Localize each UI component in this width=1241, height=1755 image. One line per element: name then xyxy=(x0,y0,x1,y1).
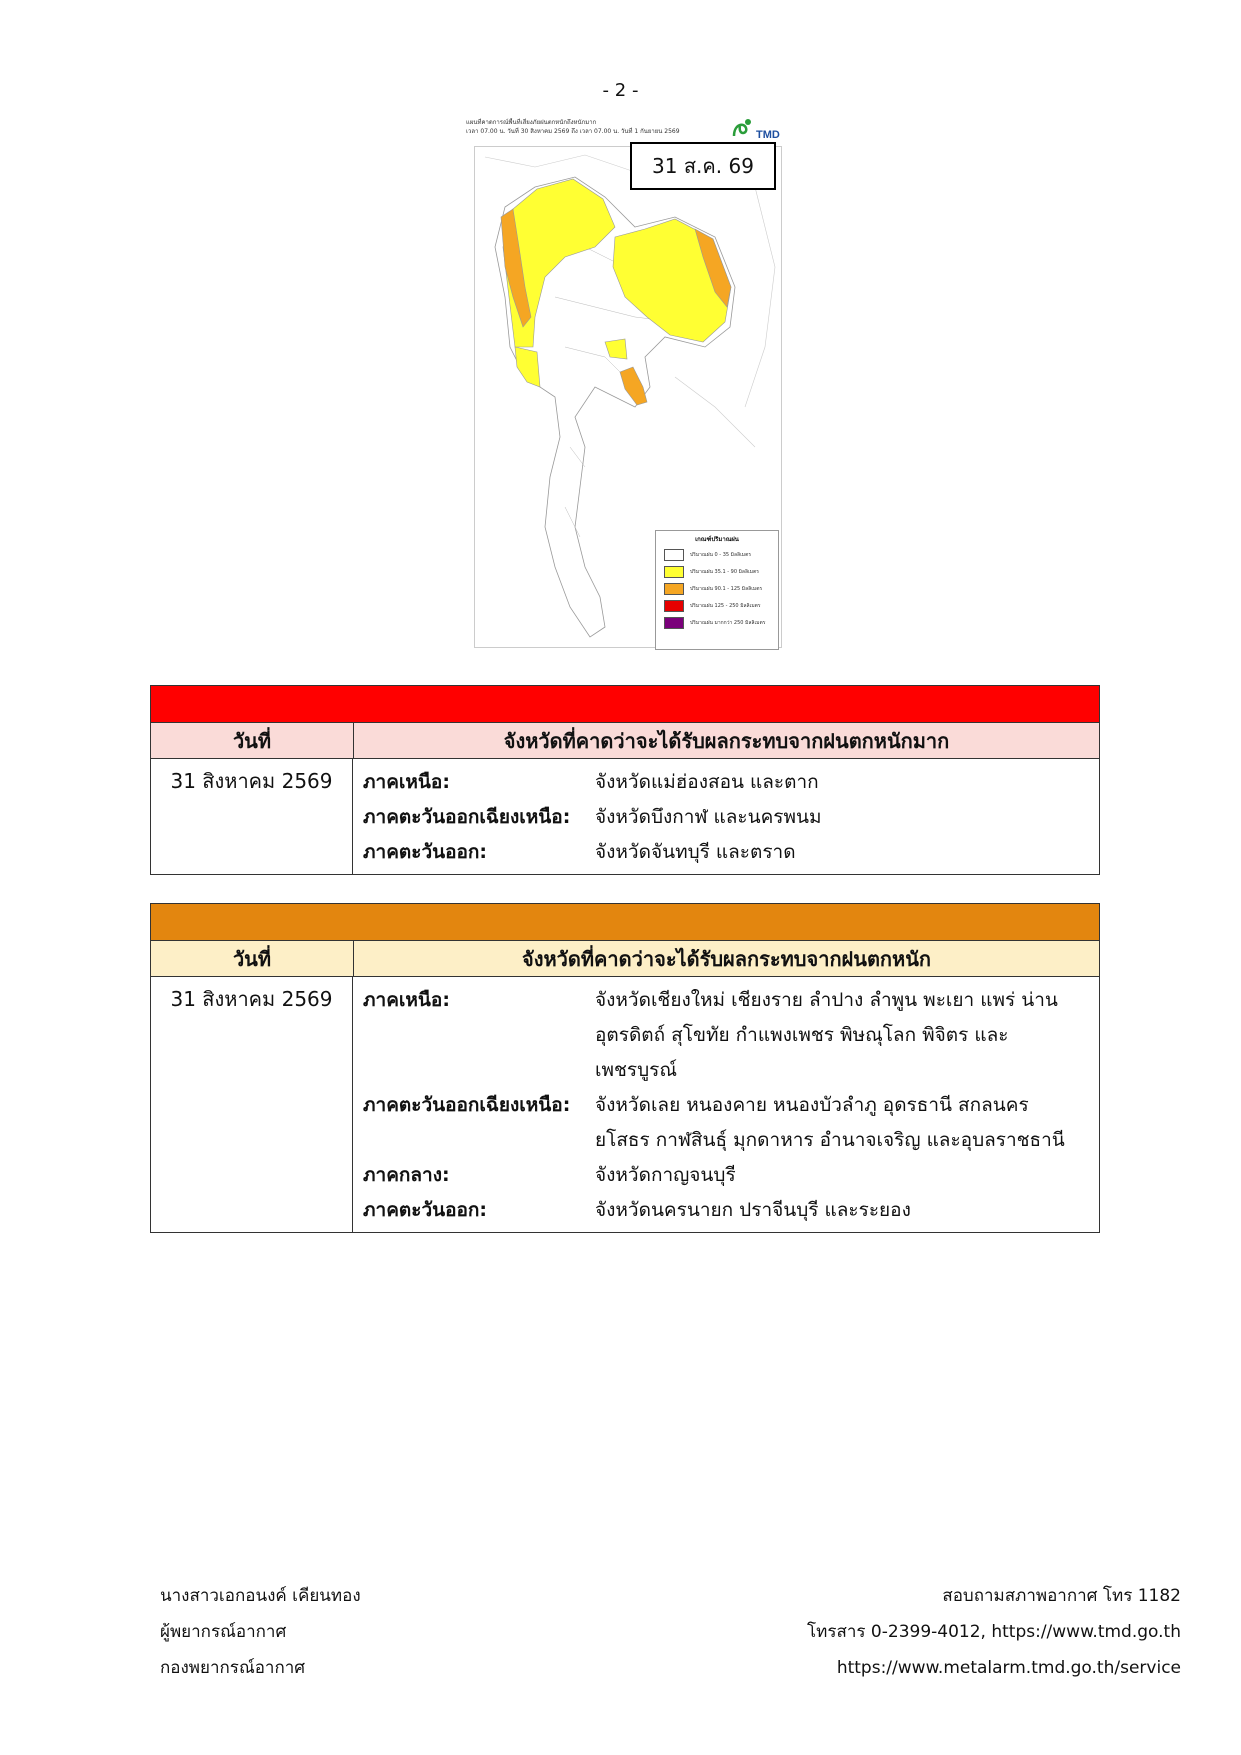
region-name: ภาคตะวันออกเฉียงเหนือ: xyxy=(363,1094,571,1116)
map-title: แผนที่คาดการณ์พื้นที่เสี่ยงภัยฝนตกหนักถึงหนักมาก xyxy=(466,119,597,126)
tmd-logo-icon xyxy=(726,116,786,142)
legend-swatch-purple xyxy=(664,617,684,629)
table-row xyxy=(151,759,1099,874)
region-row xyxy=(363,800,1099,835)
map-period: เวลา 07.00 น. วันที่ 30 สิงหาคม 2569 ถึง เวลา 07.00 น. วันที่ 1 กันยายน 2569 xyxy=(466,128,680,135)
col-date-header: วันที่ xyxy=(151,941,354,976)
map-header xyxy=(466,118,736,136)
region-row xyxy=(363,983,1099,1088)
row-date: 31 สิงหาคม 2569 xyxy=(151,759,353,874)
region-row xyxy=(363,765,1099,800)
map-date-label: 31 ส.ค. 69 xyxy=(630,142,776,190)
forecaster-name: นางสาวเอกอนงค์ เคียนทอง xyxy=(160,1586,361,1606)
rainfall-risk-map xyxy=(466,112,790,655)
legend-item xyxy=(664,549,778,561)
legend-item xyxy=(664,566,778,578)
legend-title: เกณฑ์ปริมาณฝน xyxy=(695,536,739,543)
region-name: ภาคตะวันออกเฉียงเหนือ: xyxy=(363,806,571,828)
region-provinces: จังหวัดจันทบุรี และตราด xyxy=(595,841,796,863)
legend-item xyxy=(664,600,778,612)
legend-swatch-orange xyxy=(664,583,684,595)
legend-item xyxy=(664,583,778,595)
footer-forecaster xyxy=(160,1578,361,1686)
table-color-bar xyxy=(151,686,1099,723)
region-name: ภาคกลาง: xyxy=(363,1164,450,1186)
legend-label: ปริมาณฝน 90.1 - 125 มิลลิเมตร xyxy=(690,586,763,592)
col-provinces-header: จังหวัดที่คาดว่าจะได้รับผลกระทบจากฝนตกหนักมาก xyxy=(503,728,950,753)
very-heavy-rain-table xyxy=(150,685,1100,875)
legend-item xyxy=(664,617,778,629)
region-row xyxy=(363,1088,1099,1158)
page-number: - 2 - xyxy=(602,80,639,101)
row-date: 31 สิงหาคม 2569 xyxy=(151,977,353,1232)
region-provinces: จังหวัดบึงกาฬ และนครพนม xyxy=(595,806,822,828)
legend-swatch-red xyxy=(664,600,684,612)
legend-swatch-yellow xyxy=(664,566,684,578)
table-row xyxy=(151,977,1099,1232)
footer-contact xyxy=(807,1578,1181,1686)
legend-label: ปริมาณฝน มากกว่า 250 มิลลิเมตร xyxy=(690,620,766,626)
region-provinces: จังหวัดนครนายก ปราจีนบุรี และระยอง xyxy=(595,1199,911,1221)
region-provinces: จังหวัดแม่ฮ่องสอน และตาก xyxy=(595,771,819,793)
legend-label: ปริมาณฝน 125 - 250 มิลลิเมตร xyxy=(690,603,761,609)
table-header xyxy=(151,941,1099,977)
table-header xyxy=(151,723,1099,759)
logo-text: TMD xyxy=(756,129,780,141)
region-row xyxy=(363,835,1099,870)
region-provinces: จังหวัดเลย หนองคาย หนองบัวลำภู อุดรธานี สกลนคร ยโสธร กาฬสินธุ์ มุกดาหาร อำนาจเจริญ และอุบลราชธานี xyxy=(595,1094,1065,1151)
contact-phone: สอบถามสภาพอากาศ โทร 1182 xyxy=(942,1586,1181,1606)
table-color-bar xyxy=(151,904,1099,941)
heavy-rain-table xyxy=(150,903,1100,1233)
legend-label: ปริมาณฝน 0 - 35 มิลลิเมตร xyxy=(690,552,752,558)
region-provinces: จังหวัดเชียงใหม่ เชียงราย ลำปาง ลำพูน พะเยา แพร่ น่าน อุตรดิตถ์ สุโขทัย กำแพงเพชร พิษณุโลก พิจิตร และเพชรบูรณ์ xyxy=(595,989,1058,1081)
region-name: ภาคตะวันออก: xyxy=(363,841,488,863)
legend-label: ปริมาณฝน 35.1 - 90 มิลลิเมตร xyxy=(690,569,759,575)
legend-swatch-white xyxy=(664,549,684,561)
region-row xyxy=(363,1193,1099,1228)
forecaster-title: ผู้พยากรณ์อากาศ xyxy=(160,1622,287,1642)
region-name: ภาคเหนือ: xyxy=(363,771,450,793)
region-name: ภาคตะวันออก: xyxy=(363,1199,488,1221)
col-provinces-header: จังหวัดที่คาดว่าจะได้รับผลกระทบจากฝนตกหนัก xyxy=(521,946,932,971)
col-date-header: วันที่ xyxy=(151,723,354,758)
contact-fax-web[interactable]: โทรสาร 0-2399-4012, https://www.tmd.go.th xyxy=(807,1622,1181,1642)
rainfall-legend xyxy=(655,530,779,650)
forecaster-division: กองพยากรณ์อากาศ xyxy=(160,1658,306,1678)
region-row xyxy=(363,1158,1099,1193)
region-provinces: จังหวัดกาญจนบุรี xyxy=(595,1164,736,1186)
region-name: ภาคเหนือ: xyxy=(363,989,450,1011)
contact-service-link[interactable]: https://www.metalarm.tmd.go.th/service xyxy=(836,1658,1181,1678)
